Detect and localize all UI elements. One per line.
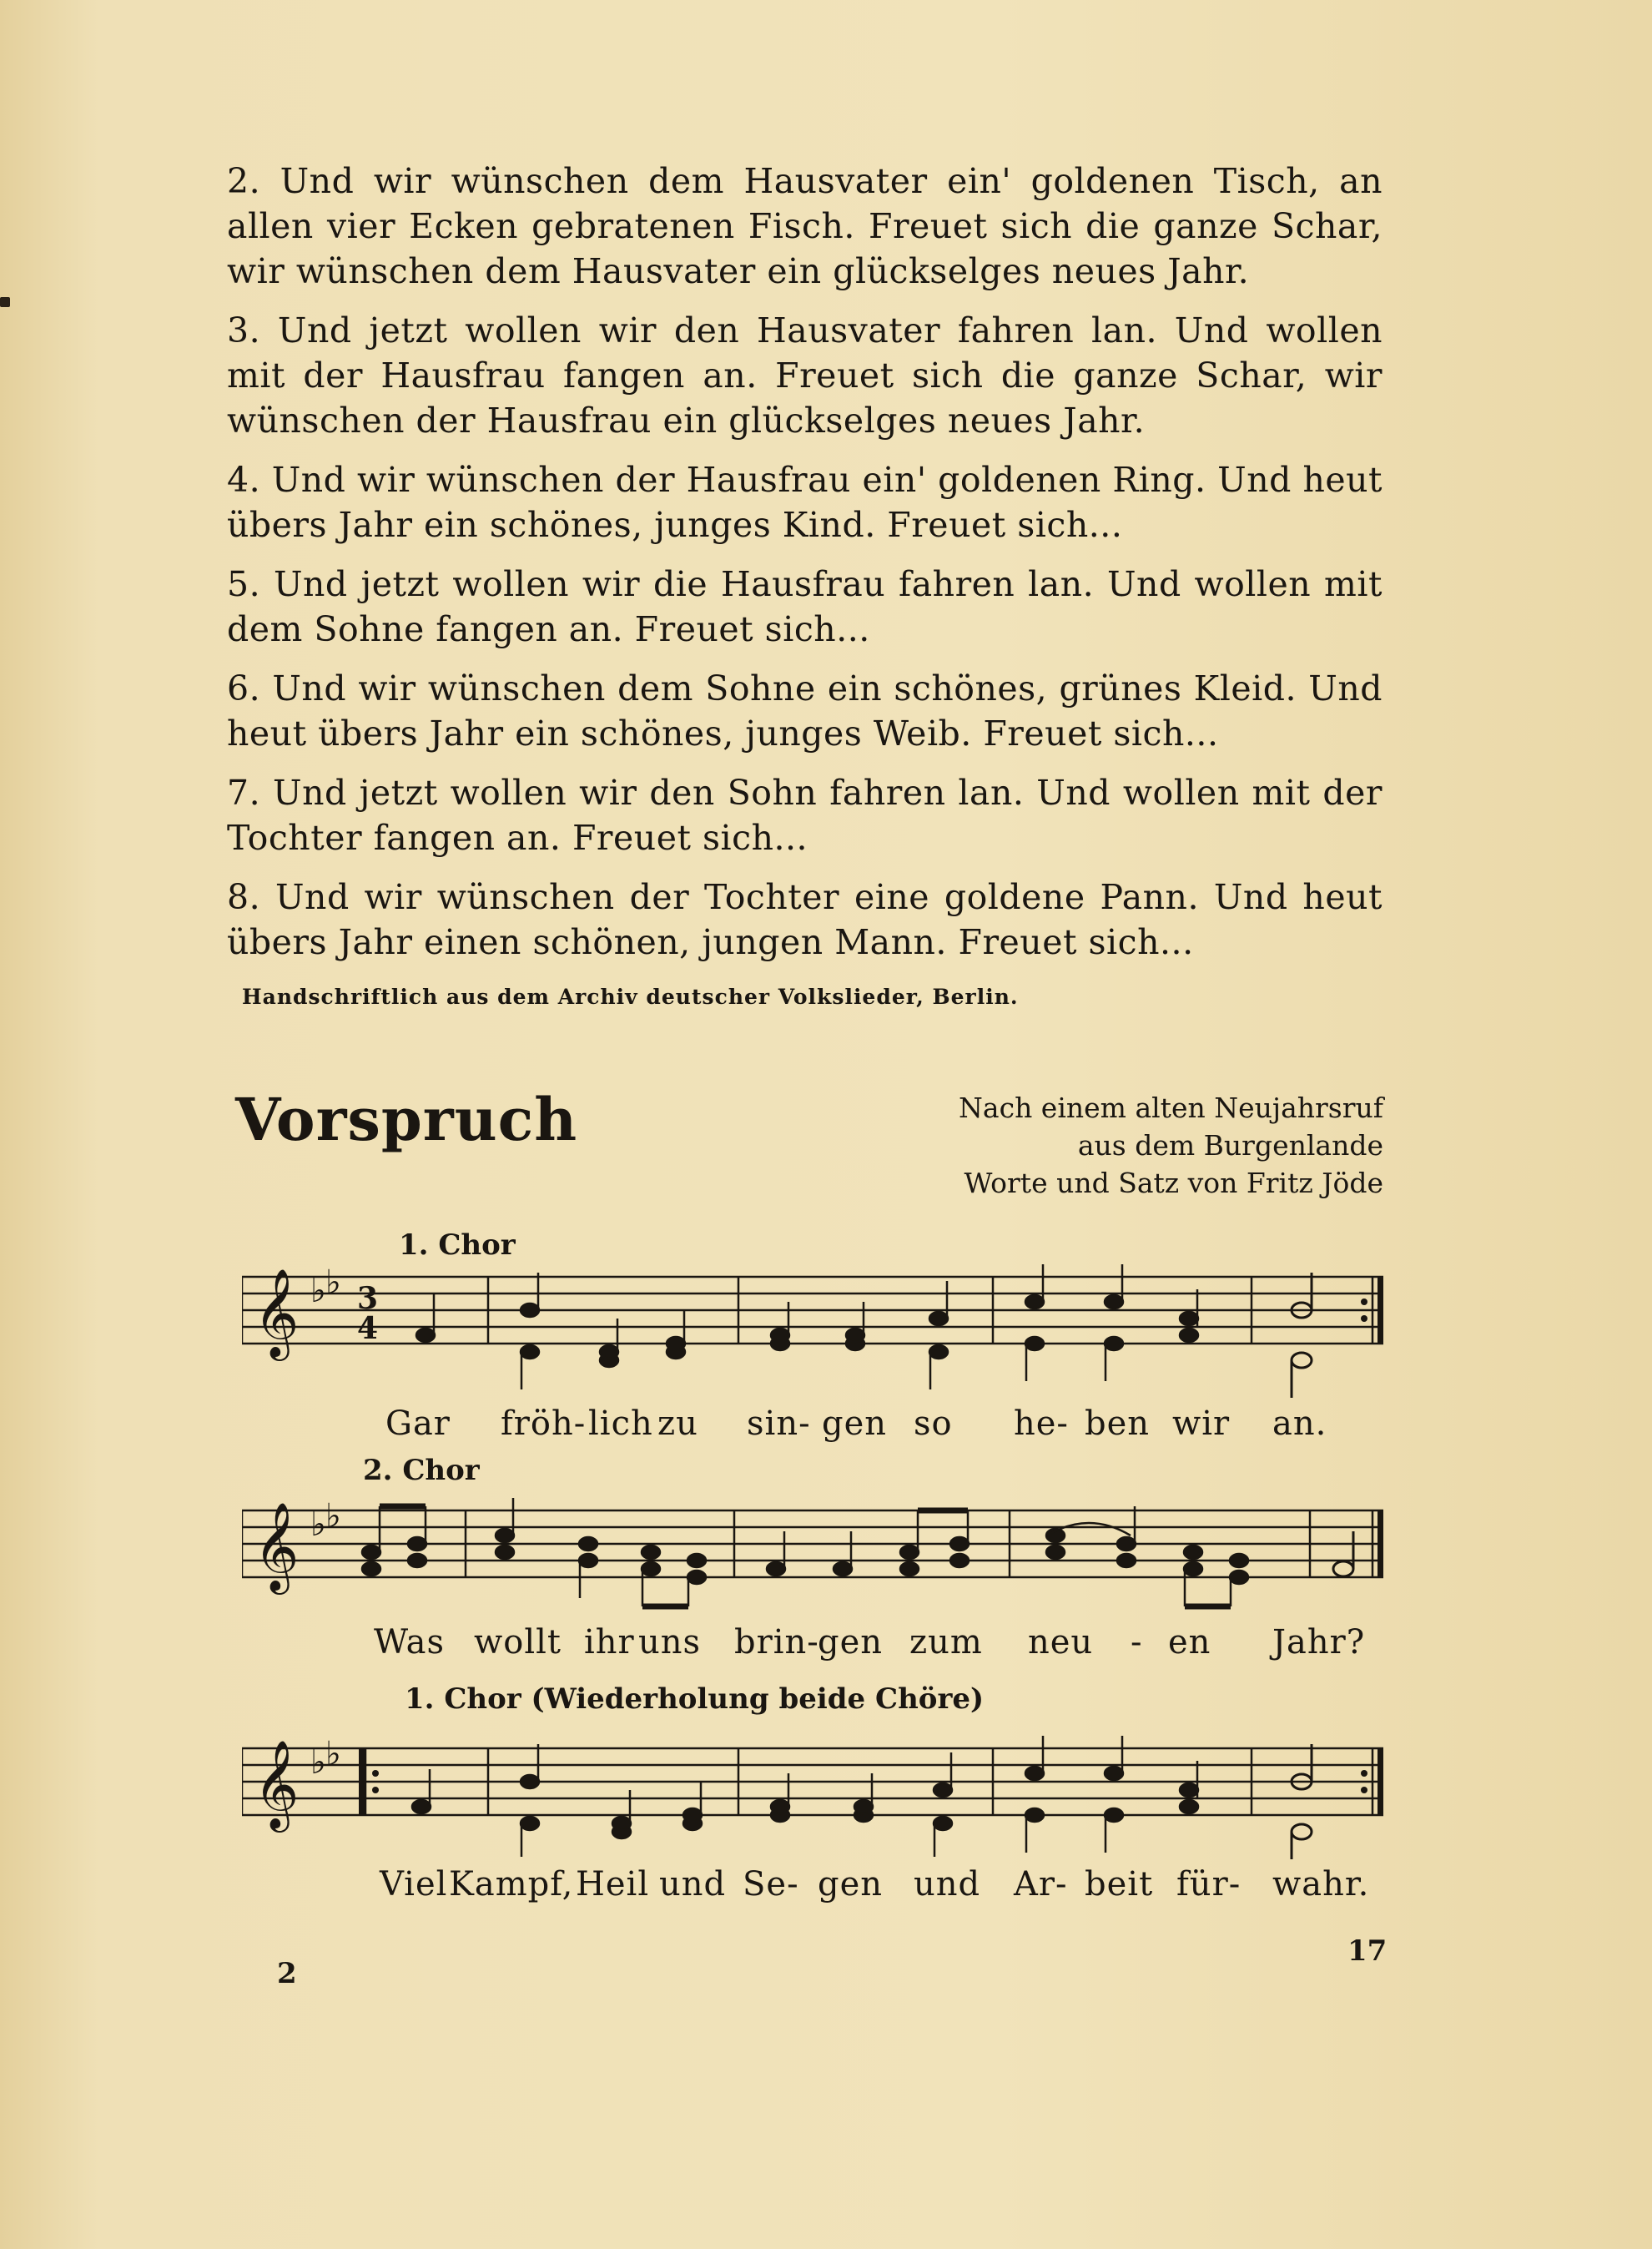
lyric-syllable: für-: [1176, 1865, 1242, 1904]
lyric-syllable: neu: [1028, 1623, 1094, 1662]
page-number-left: 2: [277, 1957, 297, 1990]
system-1-label: 1. Chor: [399, 1228, 516, 1262]
svg-text:𝄞: 𝄞: [254, 1739, 300, 1828]
lyric-syllable: wollt: [474, 1623, 562, 1662]
verse-8: 8. Und wir wünschen der Tochter eine goldene Pann. Und heut übers Jahr einen schönen, jungen Mann. Freuet sich...: [227, 877, 1383, 962]
svg-text:♭: ♭: [325, 1735, 341, 1773]
lyric-syllable: gen: [818, 1623, 884, 1662]
lyric-syllable: Ar-: [1014, 1865, 1068, 1904]
lyric-syllable: Jahr?: [1272, 1623, 1366, 1662]
lyric-syllable: fröh-: [501, 1404, 587, 1443]
lyric-syllable: wahr.: [1272, 1865, 1370, 1904]
lyric-syllable: he-: [1014, 1404, 1069, 1443]
verse-5: 5. Und jetzt wollen wir die Hausfrau fahren lan. Und wollen mit dem Sohne fangen an. Freuet sich...: [227, 564, 1383, 649]
svg-text:♭: ♭: [310, 1743, 326, 1782]
page-number-right: 17: [1347, 1934, 1388, 1968]
lyric-syllable: Gar: [385, 1404, 451, 1443]
time-sig-bottom: 4: [357, 1311, 379, 1346]
lyric-syllable: beit: [1085, 1865, 1154, 1904]
lyric-syllable: gen: [822, 1404, 888, 1443]
lyric-syllable: zu: [657, 1404, 698, 1443]
music-staff-1: [242, 1252, 1393, 1402]
verse-3: 3. Und jetzt wollen wir den Hausvater fahren lan. Und wollen mit der Hausfrau fangen an. Freuet sich die ganze Schar, wir wünschen der Hausfrau ein glückselges neues Jahr.: [227, 310, 1383, 441]
lyric-syllable: so: [914, 1404, 953, 1443]
svg-text:♭: ♭: [310, 1272, 326, 1310]
lyric-syllable: an.: [1272, 1404, 1327, 1443]
music-staff-2: [242, 1473, 1393, 1619]
lyric-syllable: uns: [638, 1623, 702, 1662]
verse-4: 4. Und wir wünschen der Hausfrau ein' goldenen Ring. Und heut übers Jahr ein schönes, junges Kind. Freuet sich...: [227, 460, 1383, 545]
lyric-syllable: en: [1168, 1623, 1211, 1662]
credit-line-1: Nach einem alten Neujahrsruf: [959, 1092, 1383, 1124]
credit-line-2: aus dem Burgenlande: [1077, 1129, 1383, 1162]
lyric-syllable: Se-: [743, 1865, 799, 1904]
lyric-syllable: -: [1131, 1623, 1143, 1662]
lyric-syllable: gen: [818, 1865, 884, 1904]
verse-6: 6. Und wir wünschen dem Sohne ein schönes, grünes Kleid. Und heut übers Jahr ein schönes, junges Weib. Freuet sich...: [227, 668, 1383, 754]
lyric-syllable: wir: [1172, 1404, 1231, 1443]
verse-7: 7. Und jetzt wollen wir den Sohn fahren lan. Und wollen mit der Tochter fangen an. Freuet sich...: [227, 773, 1383, 858]
svg-text:♭: ♭: [310, 1505, 326, 1544]
lyric-syllable: und: [914, 1865, 981, 1904]
lyric-syllable: Was: [374, 1623, 446, 1662]
lyric-syllable: sin-: [747, 1404, 811, 1443]
system-2-label: 2. Chor: [363, 1454, 480, 1487]
lyric-syllable: zum: [909, 1623, 983, 1662]
lyric-syllable: Kampf,: [449, 1865, 574, 1904]
source-note: Handschriftlich aus dem Archiv deutscher Volkslieder, Berlin.: [242, 985, 1019, 1009]
song-credits: [834, 1089, 1383, 1202]
lyric-syllable: ihr: [584, 1623, 635, 1662]
svg-text:♭: ♭: [325, 1497, 341, 1535]
credit-line-3: Worte und Satz von Fritz Jöde: [964, 1167, 1383, 1199]
lyric-syllable: brin-: [734, 1623, 819, 1662]
verse-2: 2. Und wir wünschen dem Hausvater ein' goldenen Tisch, an allen vier Ecken gebratenen Fisch. Freuet sich die ganze Schar, wir wünschen dem Hausvater ein glückselges neues Jahr.: [227, 161, 1383, 291]
song-title: Vorspruch: [235, 1085, 578, 1154]
music-staff-3: [242, 1711, 1393, 1861]
svg-text:𝄞: 𝄞: [254, 1268, 300, 1357]
lyric-syllable: und: [659, 1865, 727, 1904]
lyric-syllable: lich: [588, 1404, 653, 1443]
time-sig-top: 3: [357, 1281, 379, 1316]
svg-text:𝄞: 𝄞: [254, 1501, 300, 1591]
lyric-syllable: Viel: [380, 1865, 448, 1904]
svg-text:♭: ♭: [325, 1263, 341, 1302]
verse-list: [227, 159, 1383, 979]
system-3-label: 1. Chor (Wiederholung beide Chöre): [405, 1682, 985, 1716]
lyric-syllable: Heil: [576, 1865, 650, 1904]
page-edge-mark: [0, 297, 10, 307]
lyric-syllable: ben: [1085, 1404, 1151, 1443]
